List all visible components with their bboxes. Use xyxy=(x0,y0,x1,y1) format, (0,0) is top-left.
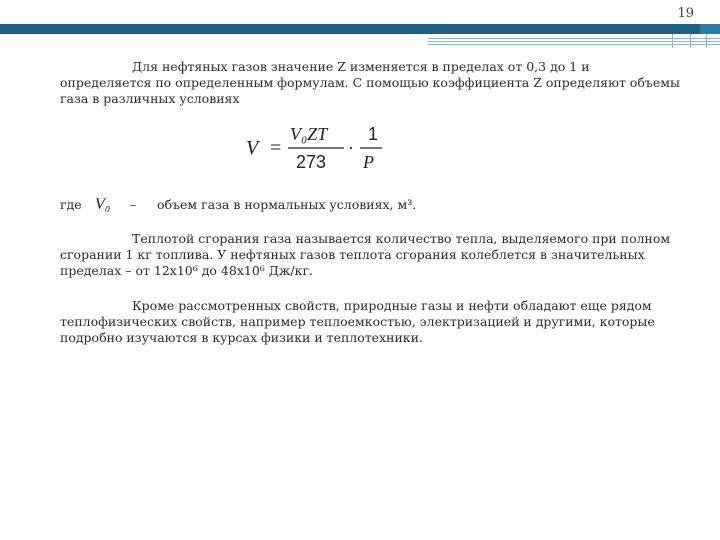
v0-symbol-text: V₀ xyxy=(95,196,111,213)
formula-numerator-2: 1 xyxy=(368,124,379,144)
header-band-accent xyxy=(700,24,720,34)
where-label: где xyxy=(60,197,82,212)
stripe-line xyxy=(428,44,720,45)
paragraph-heat-of-combustion xyxy=(60,231,680,279)
definition-dash: – xyxy=(130,197,137,212)
formula-dot: · xyxy=(348,138,354,158)
formula-numerator-1: V₀ZT xyxy=(290,124,328,144)
header-decoration xyxy=(0,0,720,24)
gas-volume-formula xyxy=(240,120,400,176)
formula-lhs: V xyxy=(246,137,259,159)
formula-equals: = xyxy=(270,137,282,159)
stripe-line xyxy=(690,34,691,48)
header-band xyxy=(0,24,700,34)
page-number: 19 xyxy=(677,6,694,21)
v0-symbol xyxy=(92,192,128,216)
stripe-line xyxy=(428,38,720,39)
v0-description: объем газа в нормальных условиях, м³. xyxy=(157,197,417,212)
paragraph-text: Для нефтяных газов значение Z изменяется в пределах от 0,3 до 1 и определяется по определенным формулам. С помощью коэффициента Z определяют объемы газа в различных условиях xyxy=(60,59,680,106)
stripe-line xyxy=(428,41,720,42)
formula-denominator-2: P xyxy=(363,152,374,172)
formula-denominator-1: 273 xyxy=(296,152,327,172)
paragraph-text: Кроме рассмотренных свойств, природные газы и нефти обладают еще рядом теплофизических свойств, например теплоемкостью, электризацией и другими, которые подробно изучаются в курсах физики и теплотехники. xyxy=(60,298,655,345)
paragraph-z-coefficient xyxy=(60,59,680,107)
v0-svg xyxy=(92,192,128,216)
stripe-line xyxy=(672,34,673,48)
formula-svg xyxy=(240,120,400,176)
paragraph-text: Теплотой сгорания газа называется количество тепла, выделяемого при полном сгорании 1 кг топлива. У нефтяных газов теплота сгорания колеблется в значительных пределах – от 12х10⁶ до 48х10⁶ Дж/кг. xyxy=(60,231,671,278)
paragraph-thermophysical-properties xyxy=(60,298,680,346)
header-stripes xyxy=(0,34,720,48)
stripe-line xyxy=(706,34,707,48)
